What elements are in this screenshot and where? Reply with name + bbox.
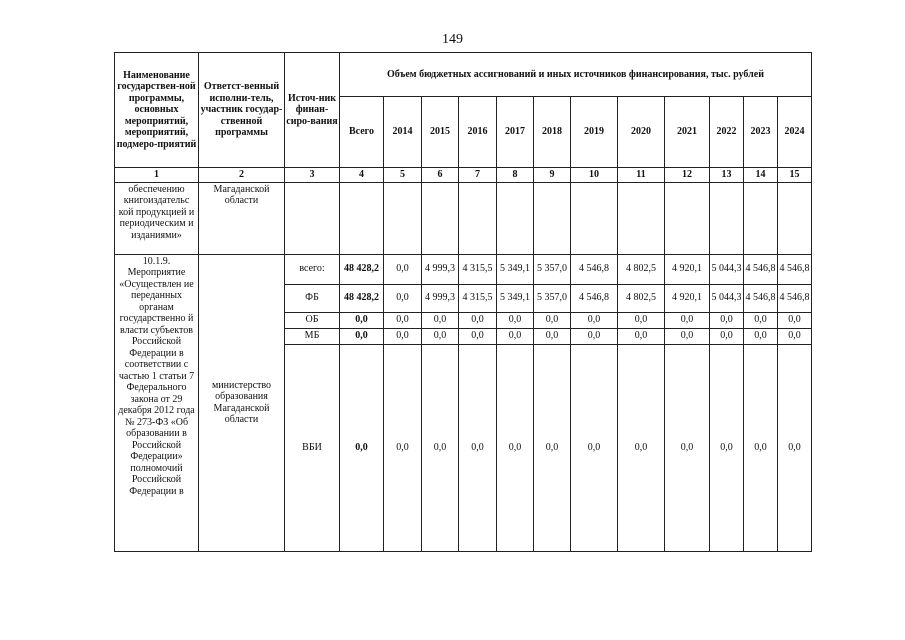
value-cell: 0,0: [571, 312, 618, 328]
value-cell: 0,0: [778, 344, 812, 551]
value-cell: 0,0: [618, 328, 665, 344]
value-cell: 5 349,1: [497, 284, 534, 312]
value-cell: 5 349,1: [497, 254, 534, 284]
value-cell: 0,0: [384, 254, 422, 284]
header-year: 2016: [459, 97, 497, 168]
value-cell: 4 999,3: [422, 254, 459, 284]
column-number: 14: [744, 168, 778, 183]
column-number: 6: [422, 168, 459, 183]
source-cell: ФБ: [285, 284, 340, 312]
value-cell: 48 428,2: [340, 284, 384, 312]
header-year: 2020: [618, 97, 665, 168]
value-cell: 0,0: [384, 328, 422, 344]
budget-table: [114, 52, 812, 552]
header-responsible: Ответст-венный исполни-тель, участник государ-ственной программы: [199, 53, 285, 168]
header-year: 2014: [384, 97, 422, 168]
header-source: Источ-ник финан-сиро-вания: [285, 53, 340, 168]
value-cell: 5 044,3: [710, 284, 744, 312]
column-number: 11: [618, 168, 665, 183]
value-cell: 0,0: [497, 344, 534, 551]
value-cell: 0,0: [497, 328, 534, 344]
value-cell: 0,0: [744, 328, 778, 344]
value-cell: 4 802,5: [618, 284, 665, 312]
source-cell: всего:: [285, 254, 340, 284]
value-cell: 0,0: [665, 344, 710, 551]
value-cell: 0,0: [459, 328, 497, 344]
value-cell: 4 546,8: [778, 254, 812, 284]
value-cell: 0,0: [340, 344, 384, 551]
column-number: 5: [384, 168, 422, 183]
column-number: 3: [285, 168, 340, 183]
column-number: 9: [534, 168, 571, 183]
value-cell: 4 999,3: [422, 284, 459, 312]
continuation-name: обеспечению книгоиздательс кой продукцией и периодическим и изданиями»: [115, 182, 199, 254]
value-cell: 4 546,8: [778, 284, 812, 312]
value-cell: 0,0: [665, 328, 710, 344]
column-number: 2: [199, 168, 285, 183]
header-year: Всего: [340, 97, 384, 168]
value-cell: 5 357,0: [534, 284, 571, 312]
value-cell: 4 546,8: [571, 284, 618, 312]
value-cell: 0,0: [710, 312, 744, 328]
value-cell: 0,0: [422, 312, 459, 328]
header-name: Наименование государствен-ной программы, основных мероприятий, мероприятий, подмеро-приятий: [115, 53, 199, 168]
header-year: 2024: [778, 97, 812, 168]
page-number: 149: [442, 32, 463, 47]
value-cell: 48 428,2: [340, 254, 384, 284]
value-cell: 0,0: [459, 312, 497, 328]
value-cell: 0,0: [778, 312, 812, 328]
value-cell: 0,0: [534, 328, 571, 344]
value-cell: 0,0: [710, 344, 744, 551]
value-cell: 0,0: [665, 312, 710, 328]
value-cell: 0,0: [778, 328, 812, 344]
value-cell: 0,0: [744, 312, 778, 328]
value-cell: 4 920,1: [665, 254, 710, 284]
value-cell: 0,0: [384, 284, 422, 312]
source-cell: МБ: [285, 328, 340, 344]
value-cell: 0,0: [744, 344, 778, 551]
column-number: 15: [778, 168, 812, 183]
header-funding-title: Объем бюджетных ассигнований и иных источников финансирования, тыс. рублей: [340, 53, 812, 97]
value-cell: 4 315,5: [459, 284, 497, 312]
header-year: 2017: [497, 97, 534, 168]
value-cell: 4 920,1: [665, 284, 710, 312]
header-year: 2021: [665, 97, 710, 168]
value-cell: 4 546,8: [744, 254, 778, 284]
value-cell: 5 357,0: [534, 254, 571, 284]
continuation-responsible: Магаданской области: [199, 182, 285, 254]
value-cell: 0,0: [497, 312, 534, 328]
value-cell: 0,0: [534, 344, 571, 551]
column-number: 1: [115, 168, 199, 183]
column-number: 12: [665, 168, 710, 183]
source-cell: ОБ: [285, 312, 340, 328]
value-cell: 0,0: [710, 328, 744, 344]
value-cell: 0,0: [571, 344, 618, 551]
funding-row: [115, 254, 812, 284]
value-cell: 4 315,5: [459, 254, 497, 284]
continuation-row: [115, 182, 812, 254]
value-cell: 0,0: [618, 344, 665, 551]
header-year: 2018: [534, 97, 571, 168]
header-year: 2023: [744, 97, 778, 168]
activity-responsible: министерство образования Магаданской области: [199, 254, 285, 551]
header-year: 2019: [571, 97, 618, 168]
column-number: 10: [571, 168, 618, 183]
value-cell: 0,0: [534, 312, 571, 328]
value-cell: 0,0: [340, 328, 384, 344]
value-cell: 4 546,8: [571, 254, 618, 284]
header-year: 2022: [710, 97, 744, 168]
value-cell: 5 044,3: [710, 254, 744, 284]
value-cell: 0,0: [384, 312, 422, 328]
value-cell: 0,0: [384, 344, 422, 551]
value-cell: 0,0: [340, 312, 384, 328]
value-cell: 0,0: [422, 328, 459, 344]
value-cell: 4 546,8: [744, 284, 778, 312]
column-number: 7: [459, 168, 497, 183]
header-year: 2015: [422, 97, 459, 168]
activity-name: 10.1.9. Мероприятие «Осуществлен ие переданных органам государственно й власти субъектов Российской Федерации в соответствии с частью 1 статьи 7 Федерального закона от 29 декабря 2012 года № 273-ФЗ «Об образовании в Российской Федерации» полномочий Российской Федерации в: [115, 254, 199, 551]
value-cell: 0,0: [422, 344, 459, 551]
value-cell: 4 802,5: [618, 254, 665, 284]
column-number: 8: [497, 168, 534, 183]
column-number: 13: [710, 168, 744, 183]
source-cell: ВБИ: [285, 344, 340, 551]
value-cell: 0,0: [571, 328, 618, 344]
column-number: 4: [340, 168, 384, 183]
value-cell: 0,0: [459, 344, 497, 551]
value-cell: 0,0: [618, 312, 665, 328]
